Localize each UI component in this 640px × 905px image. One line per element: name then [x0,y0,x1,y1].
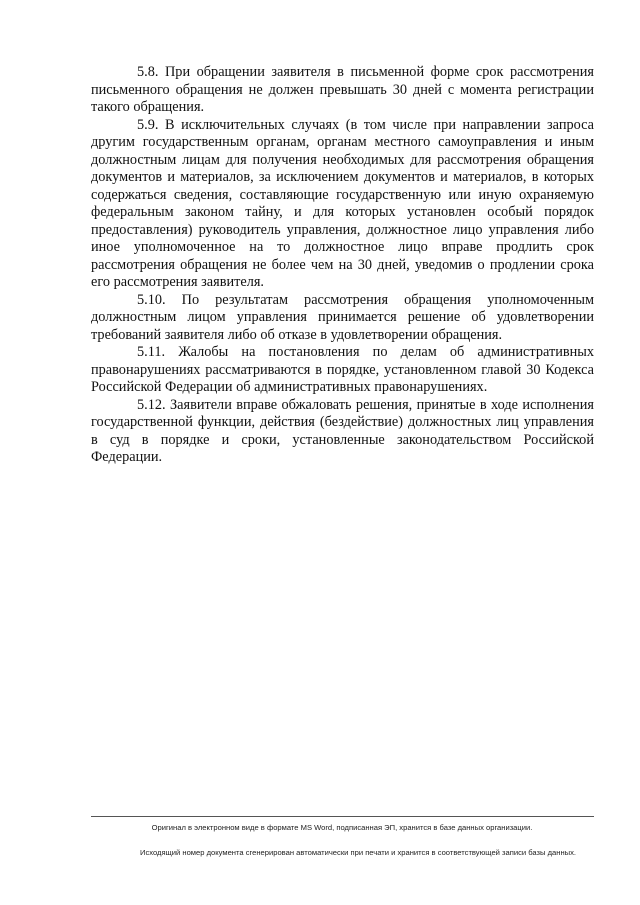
footer-divider [91,816,594,817]
paragraph-5-10: 5.10. По результатам рассмотрения обращения уполномоченным должностным лицом управления принимается решение об удовлетворении требований заявителя либо об отказе в удовлетворении обращения. [91,291,594,343]
footer-note-original: Оригинал в электронном виде в формате MS Word, подписанная ЭП, хранится в базе данных организации. [151,823,533,832]
paragraph-5-8: 5.8. При обращении заявителя в письменной форме срок рассмотрения письменного обращения не должен превышать 30 дней с момента регистрации такого обращения. [91,64,594,115]
paragraph-5-11: 5.11. Жалобы на постановления по делам об административных правонарушениях рассматриваются в порядке, установленном главой 30 Кодекса Российской Федерации об административных правонарушениях. [91,344,594,395]
footer-note-number: Исходящий номер документа сгенерирован автоматически при печати и хранится в соответствующей записи базы данных. [139,848,576,857]
paragraph-5-12: 5.12. Заявители вправе обжаловать решения, принятые в ходе исполнения государственной функции, действия (бездействие) должностных лиц управления в суд в порядке и сроки, установленные законодательством Российской Федерации. [91,396,594,465]
paragraph-5-9: 5.9. В исключительных случаях (в том числе при направлении запроса другим государственным органам, органам местного самоуправления и иным должностным лицам для получения необходимых для рассмотрения обращения документов и материалов, за исключением документов и материалов, в которых содержаться сведения, составляющие государственную или иную охраняемую федеральным законом тайну, и для которых установлен особый порядок предоставления) руководитель управления, должностное лицо управления либо иное уполномоченное на то должностное лицо вправе продлить срок рассмотрения обращения не более чем на 30 дней, уведомив о продлении срока его рассмотрения заявителя. [91,116,594,290]
document-body [91,64,594,467]
